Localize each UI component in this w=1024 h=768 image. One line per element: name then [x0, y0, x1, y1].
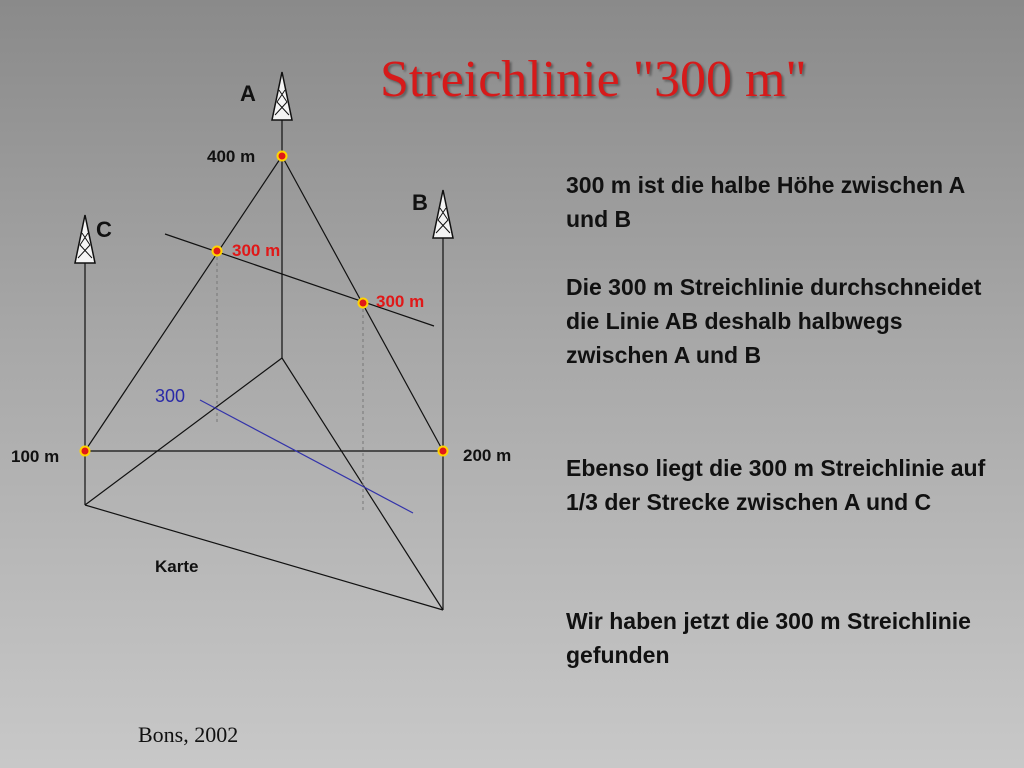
- map-edge-c-b: [85, 505, 443, 610]
- point-label-b: B: [412, 190, 428, 215]
- marker-ac-300: [213, 247, 222, 256]
- point-label-a: A: [240, 81, 256, 106]
- map-label: Karte: [155, 557, 199, 576]
- marker-c: [81, 447, 90, 456]
- note-4: Wir haben jetzt die 300 m Streichlinie gefunden: [566, 608, 971, 668]
- note-1: 300 m ist die halbe Höhe zwischen A und B: [566, 172, 965, 232]
- note-3: Ebenso liegt die 300 m Streichlinie auf 1/3 der Strecke zwischen A und C: [566, 455, 986, 515]
- projection-lines: [217, 251, 363, 510]
- tower-c-icon: [75, 215, 95, 263]
- map-contour-line-300: [200, 400, 413, 513]
- height-label-b: 200 m: [463, 446, 512, 465]
- map-edge-c-a: [85, 358, 282, 505]
- height-label-a: 400 m: [207, 147, 256, 166]
- map-contour-label: 300: [155, 386, 186, 406]
- block-diagram: [0, 0, 540, 700]
- intersection-label-ab: 300 m: [376, 292, 425, 311]
- marker-b: [439, 447, 448, 456]
- contour-line-300: [165, 234, 434, 326]
- credit: Bons, 2002: [138, 722, 239, 747]
- tower-b-icon: [433, 190, 453, 238]
- slide-title: Streichlinie "300 m": [380, 51, 807, 108]
- structure-lines: [85, 120, 443, 610]
- intersection-label-ac: 300 m: [232, 241, 281, 260]
- note-2: Die 300 m Streichlinie durchschneidet die Linie AB deshalb halbwegs zwischen A und B: [566, 274, 982, 368]
- height-label-c: 100 m: [11, 447, 60, 466]
- tower-a-icon: [272, 72, 292, 120]
- marker-ab-300: [359, 299, 368, 308]
- line-ac: [85, 156, 282, 451]
- point-label-c: C: [96, 217, 112, 242]
- marker-a: [278, 152, 287, 161]
